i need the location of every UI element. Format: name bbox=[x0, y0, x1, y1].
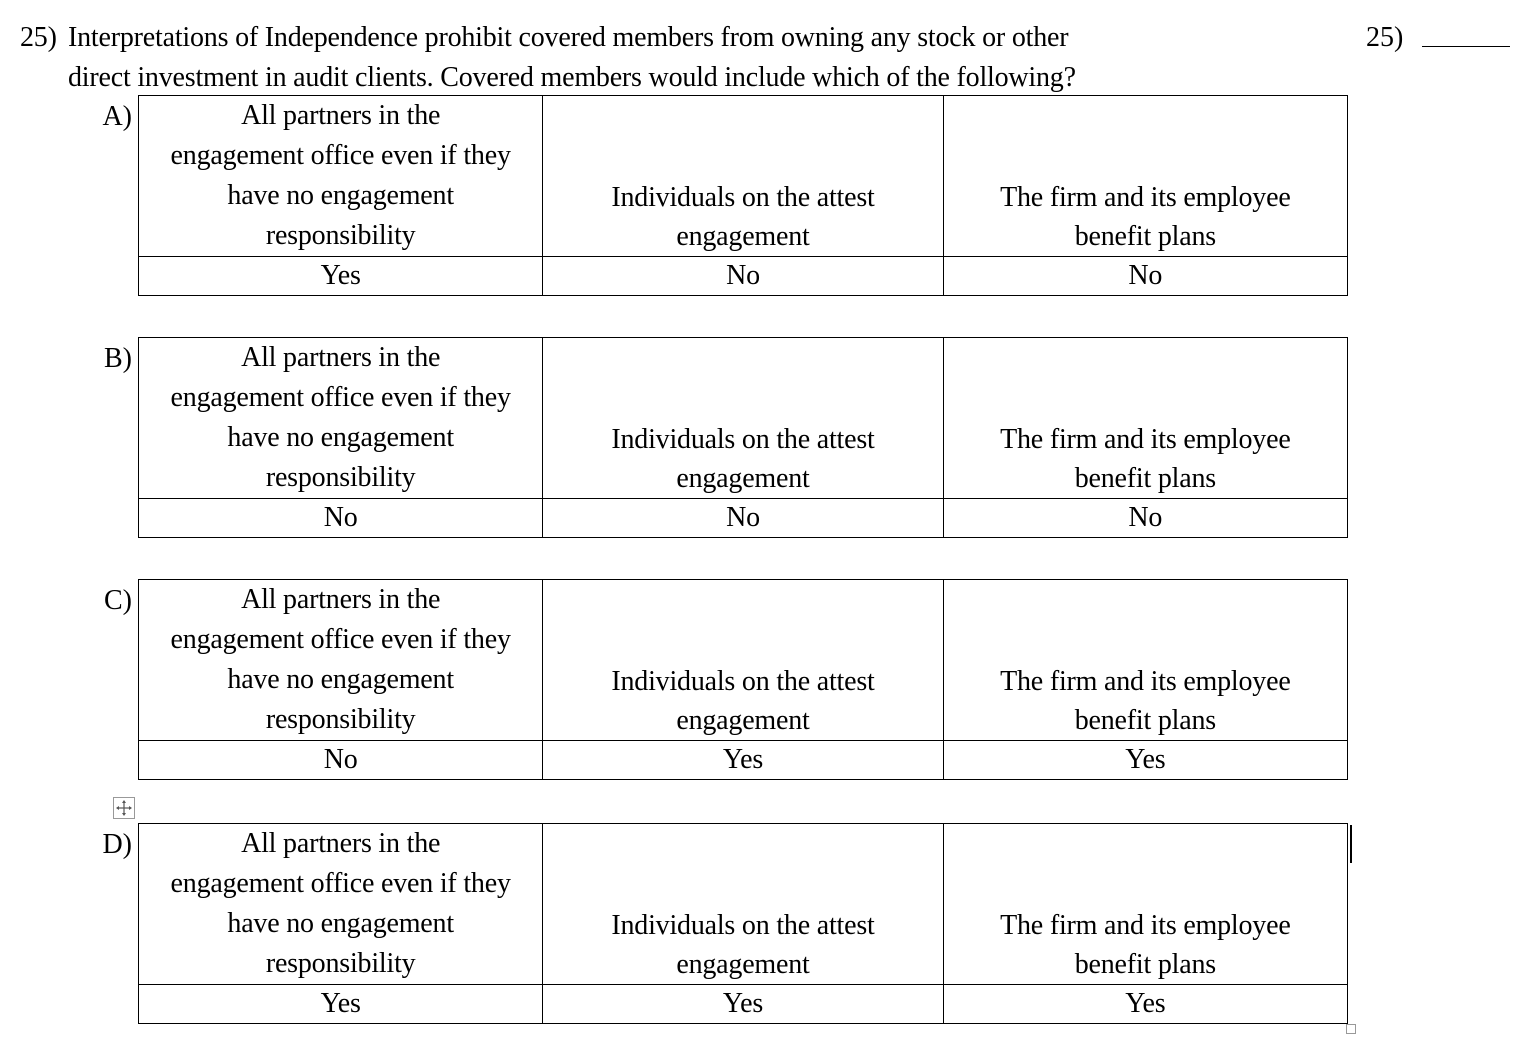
question-line-2: direct investment in audit clients. Covered members would include which of the following? bbox=[68, 62, 1076, 93]
value-cell-firm: Yes bbox=[943, 985, 1347, 1024]
header-line: benefit plans bbox=[1074, 221, 1216, 252]
table-value-row bbox=[139, 741, 1348, 780]
question-number: 25) bbox=[20, 22, 57, 53]
header-line: All partners in the bbox=[241, 584, 441, 615]
header-line: have no engagement bbox=[227, 908, 454, 939]
table-header-row bbox=[139, 824, 1348, 985]
choice-table-b bbox=[138, 337, 1348, 538]
answer-blank[interactable] bbox=[1422, 46, 1510, 47]
header-line: engagement bbox=[676, 705, 810, 736]
answer-label: 25) bbox=[1366, 22, 1404, 53]
table-value-row bbox=[139, 499, 1348, 538]
choice-table-d bbox=[138, 823, 1348, 1024]
header-line: The firm and its employee bbox=[1000, 424, 1291, 455]
header-line: engagement office even if they bbox=[170, 868, 511, 899]
header-line: responsibility bbox=[265, 462, 416, 493]
header-line: engagement bbox=[676, 949, 810, 980]
choice-letter-d: D) bbox=[102, 829, 132, 860]
header-line: engagement bbox=[676, 463, 810, 494]
header-line: have no engagement bbox=[227, 664, 454, 695]
header-line: The firm and its employee bbox=[1000, 666, 1291, 697]
value-cell-partners: Yes bbox=[139, 985, 543, 1024]
header-cell-individuals bbox=[543, 96, 943, 257]
table-header-row bbox=[139, 338, 1348, 499]
choice-letter-c: C) bbox=[104, 585, 132, 616]
header-cell-individuals bbox=[543, 824, 943, 985]
header-line: have no engagement bbox=[227, 180, 454, 211]
question-line-1: Interpretations of Independence prohibit covered members from owning any stock or other bbox=[68, 22, 1069, 53]
header-line: Individuals on the attest bbox=[611, 666, 875, 697]
header-line: responsibility bbox=[265, 220, 416, 251]
choice-table-a bbox=[138, 95, 1348, 296]
header-line: The firm and its employee bbox=[1000, 182, 1291, 213]
value-cell-individuals: No bbox=[543, 499, 943, 538]
header-line: The firm and its employee bbox=[1000, 910, 1291, 941]
header-cell-individuals bbox=[543, 580, 943, 741]
header-line: All partners in the bbox=[241, 100, 441, 131]
choice-letter-b: B) bbox=[104, 343, 132, 374]
header-line: Individuals on the attest bbox=[611, 182, 875, 213]
header-line: All partners in the bbox=[241, 828, 441, 859]
header-line: engagement bbox=[676, 221, 810, 252]
header-line: Individuals on the attest bbox=[611, 424, 875, 455]
value-cell-partners: No bbox=[139, 499, 543, 538]
header-cell-partners bbox=[139, 580, 543, 741]
header-cell-individuals bbox=[543, 338, 943, 499]
value-cell-individuals: No bbox=[543, 257, 943, 296]
value-cell-partners: No bbox=[139, 741, 543, 780]
header-line: engagement office even if they bbox=[170, 382, 511, 413]
header-line: benefit plans bbox=[1074, 949, 1216, 980]
value-cell-firm: No bbox=[943, 257, 1347, 296]
header-line: responsibility bbox=[265, 948, 416, 979]
header-line: responsibility bbox=[265, 704, 416, 735]
header-cell-firm bbox=[943, 824, 1347, 985]
header-line: Individuals on the attest bbox=[611, 910, 875, 941]
value-cell-firm: Yes bbox=[943, 741, 1347, 780]
header-cell-partners bbox=[139, 338, 543, 499]
table-header-row bbox=[139, 96, 1348, 257]
header-cell-partners bbox=[139, 824, 543, 985]
header-cell-firm bbox=[943, 338, 1347, 499]
header-cell-partners bbox=[139, 96, 543, 257]
header-line: engagement office even if they bbox=[170, 624, 511, 655]
value-cell-individuals: Yes bbox=[543, 985, 943, 1024]
table-resize-handle-icon[interactable] bbox=[1346, 1024, 1356, 1034]
header-line: All partners in the bbox=[241, 342, 441, 373]
header-line: benefit plans bbox=[1074, 463, 1216, 494]
value-cell-firm: No bbox=[943, 499, 1347, 538]
header-line: have no engagement bbox=[227, 422, 454, 453]
header-cell-firm bbox=[943, 96, 1347, 257]
table-value-row bbox=[139, 257, 1348, 296]
choice-letter-a: A) bbox=[102, 101, 132, 132]
header-cell-firm bbox=[943, 580, 1347, 741]
value-cell-individuals: Yes bbox=[543, 741, 943, 780]
value-cell-partners: Yes bbox=[139, 257, 543, 296]
header-line: benefit plans bbox=[1074, 705, 1216, 736]
choice-table-c bbox=[138, 579, 1348, 780]
text-cursor bbox=[1350, 825, 1352, 863]
header-line: engagement office even if they bbox=[170, 140, 511, 171]
table-move-handle-icon[interactable] bbox=[113, 797, 135, 819]
table-value-row bbox=[139, 985, 1348, 1024]
table-header-row bbox=[139, 580, 1348, 741]
